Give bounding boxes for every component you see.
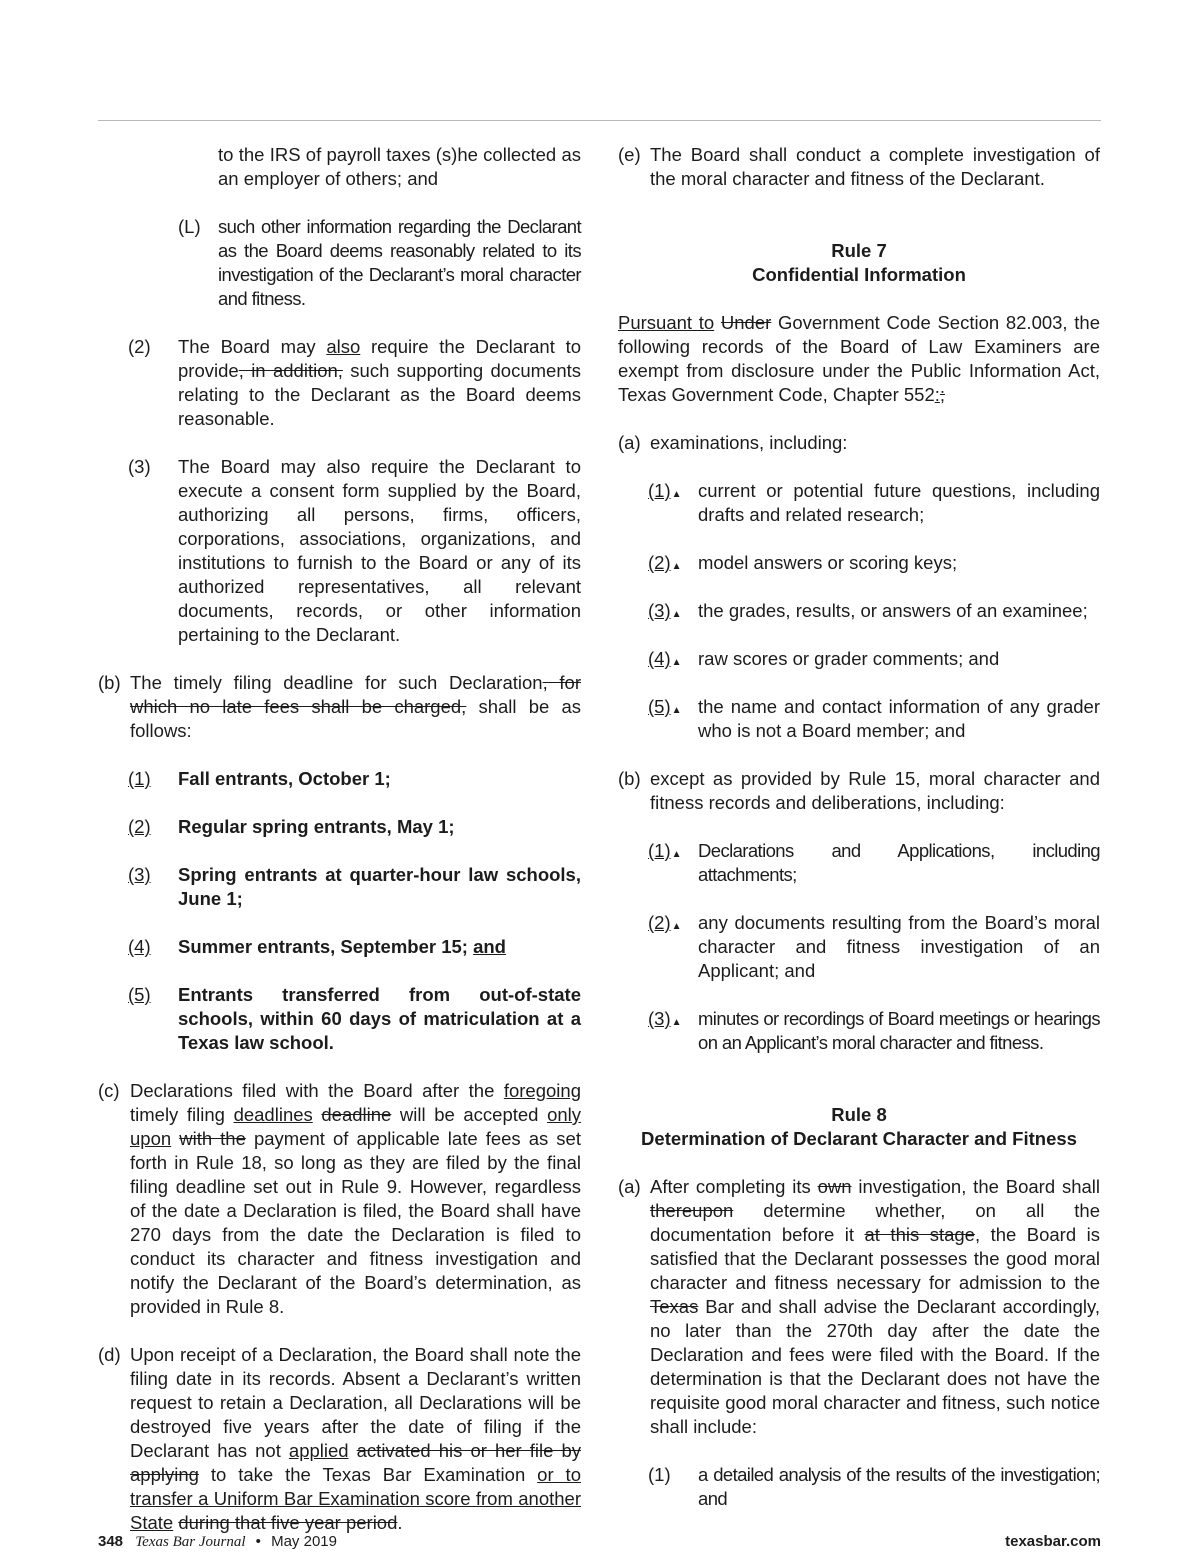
deleted-text: activated his or her file by applying <box>130 1440 581 1485</box>
text-segment: minutes or recordings of Board meetings or hearings on an Applicant’s moral character and fitness. <box>698 1008 1100 1053</box>
deletion-mark-icon: ▲ <box>671 921 682 932</box>
list-item <box>618 911 1100 983</box>
text-segment: determine whether, on all the documentation before it <box>650 1200 1100 1245</box>
footer-site: texasbar.com <box>1005 1533 1101 1550</box>
item-text <box>650 767 1100 815</box>
item-number: (b) <box>98 672 121 693</box>
footer-left <box>98 1533 337 1551</box>
item-text <box>698 1007 1100 1055</box>
text-segment: Upon receipt of a Declaration, the Board shall note the filing date in its records. Absent a Declarant’s written request to retain a Declaration, all Declarations will be destroyed five years after the date of filing if the Declarant has not <box>130 1344 581 1461</box>
list-item <box>98 671 581 743</box>
item-label <box>648 1007 682 1035</box>
item-label <box>648 479 682 507</box>
text-segment: Declarations filed with the Board after the <box>130 1080 504 1101</box>
text-segment: to take the Texas Bar Examination <box>198 1464 538 1485</box>
item-text <box>650 431 1100 455</box>
deleted-text: at this stage <box>864 1224 975 1245</box>
journal-title: Texas Bar Journal <box>135 1534 246 1550</box>
item-text <box>130 1079 581 1319</box>
item-number: (4) <box>648 648 671 669</box>
item-text <box>218 215 581 311</box>
text-segment <box>349 1440 357 1461</box>
item-number: (a) <box>618 1176 641 1197</box>
text-segment: , the Board is satisfied that the Declarant possesses the good moral character and fitness necessary for admission to the <box>650 1224 1100 1293</box>
item-number: (a) <box>618 432 641 453</box>
item-label <box>648 1463 671 1487</box>
inserted-text: Pursuant to <box>618 312 715 333</box>
text-segment: Spring entrants at quarter-hour law schools, June 1; <box>178 864 581 909</box>
item-text <box>178 455 581 647</box>
list-item <box>98 1079 581 1319</box>
list-item <box>98 863 581 911</box>
item-text <box>178 767 581 791</box>
list-item <box>98 335 581 431</box>
item-number: (b) <box>618 768 641 789</box>
inserted-text: only upon <box>130 1104 582 1149</box>
list-item <box>618 1175 1100 1439</box>
item-text <box>698 911 1100 983</box>
item-text <box>698 479 1100 527</box>
text-segment: Regular spring entrants, May 1; <box>178 816 455 837</box>
text-segment: any documents resulting from the Board’s moral character and fitness investigation of an Applicant; and <box>698 912 1100 981</box>
text-segment: model answers or scoring keys; <box>698 552 958 573</box>
text-segment: Government Code Section 82.003, the following records of the Board of Law Examiners are exempt from disclosure under the Public Information Act, Texas Government Code, Chapter 552 <box>618 312 1101 405</box>
list-item <box>618 1007 1100 1055</box>
list-item <box>618 599 1100 623</box>
text-segment: the grades, results, or answers of an examinee; <box>698 600 1088 621</box>
text-segment: except as provided by Rule 15, moral character and fitness records and deliberations, including: <box>650 768 1100 813</box>
item-number: (2) <box>128 816 151 837</box>
item-text <box>218 143 581 191</box>
text-segment: Declarations and Applications, including attachments; <box>698 840 1100 885</box>
item-number: (3) <box>648 600 671 621</box>
inserted-text: also <box>326 336 361 357</box>
list-item <box>98 983 581 1055</box>
item-label <box>618 431 641 455</box>
list-item <box>98 143 581 191</box>
text-segment: timely filing <box>130 1104 234 1125</box>
text-segment: a detailed analysis of the results of the investigation; and <box>698 1464 1100 1509</box>
deleted-text: with the <box>179 1128 246 1149</box>
right-column <box>618 143 1100 1511</box>
item-text <box>698 599 1100 623</box>
text-segment: the name and contact information of any grader who is not a Board member; and <box>698 696 1100 741</box>
item-label <box>648 599 682 627</box>
list-item <box>618 839 1100 887</box>
rule-number: Rule 7 <box>831 240 887 261</box>
item-label <box>128 767 151 791</box>
item-number: (c) <box>98 1080 120 1101</box>
deletion-mark-icon: ▲ <box>671 657 682 668</box>
deletion-mark-icon: ▲ <box>671 1017 682 1028</box>
item-label <box>98 1079 120 1103</box>
item-label <box>648 551 682 579</box>
list-item <box>98 455 581 647</box>
item-label <box>618 1175 641 1199</box>
item-number: (4) <box>128 936 151 957</box>
text-segment: Fall entrants, October 1; <box>178 768 391 789</box>
list-item <box>618 479 1100 527</box>
text-segment: Entrants transferred from out-of-state schools, within 60 days of matriculation at a Texas law school. <box>178 984 581 1053</box>
item-text <box>130 671 581 743</box>
list-item <box>618 551 1100 575</box>
rule-number: Rule 8 <box>831 1104 887 1125</box>
item-text <box>130 1343 581 1535</box>
list-item <box>98 1343 581 1535</box>
text-segment: will be accepted <box>391 1104 548 1125</box>
item-text <box>178 935 581 959</box>
text-segment: Bar and shall advise the Declarant accordingly, no later than the 270th day after the date the Declaration and fees were filed with the Board. If the determination is that the Declarant does not have the requisite good moral character and fitness, such notice shall include: <box>650 1296 1100 1437</box>
text-segment: require the Declarant to provide <box>178 336 581 381</box>
item-text <box>650 1175 1100 1439</box>
text-segment <box>171 1128 179 1149</box>
text-segment: to the IRS of payroll taxes (s)he collected as an employer of others; and <box>218 144 581 189</box>
rule-title: Determination of Declarant Character and Fitness <box>641 1128 1077 1149</box>
list-item <box>618 767 1100 815</box>
item-number: (5) <box>128 984 151 1005</box>
item-label <box>128 983 151 1007</box>
deleted-text: during that five year period <box>178 1512 398 1533</box>
item-text <box>650 143 1100 191</box>
text-segment: shall be as follows: <box>130 696 581 741</box>
item-label <box>128 335 151 359</box>
deleted-text: , in addition, <box>238 360 343 381</box>
deletion-mark-icon: ▲ <box>671 489 682 500</box>
item-number: (3) <box>128 864 151 885</box>
item-label <box>618 143 641 167</box>
item-number: (2) <box>128 336 151 357</box>
inserted-text: or to transfer a Uniform Bar Examination score from another State <box>130 1464 581 1533</box>
inserted-text: foregoing <box>503 1080 581 1101</box>
item-text <box>178 983 581 1055</box>
item-label <box>128 935 151 959</box>
text-segment: raw scores or grader comments; and <box>698 648 1000 669</box>
page-number: 348 <box>98 1533 124 1550</box>
item-label <box>128 815 151 839</box>
text-segment: payment of applicable late fees as set forth in Rule 18, so long as they are filed by the final filing deadline set out in Rule 9. However, regardless of the date a Declaration is filed, the Board shall have 270 days from the date the Declaration is filed to conduct its character and fitness investigation and notify the Declarant of the Board’s determination, as provided in Rule 8. <box>130 1128 581 1317</box>
text-segment: The Board may <box>178 336 327 357</box>
item-label <box>178 215 201 239</box>
text-segment: such other information regarding the Declarant as the Board deems reasonably related to its investigation of the Declarant’s moral character and fitness. <box>218 216 581 309</box>
inserted-text: applied <box>288 1440 349 1461</box>
deleted-text: thereupon <box>650 1200 734 1221</box>
deletion-mark-icon: ▲ <box>671 705 682 716</box>
item-text <box>698 647 1100 671</box>
list-item <box>618 647 1100 671</box>
item-number: (L) <box>178 216 201 237</box>
item-label <box>98 1343 121 1367</box>
item-label <box>128 455 151 479</box>
header-rule <box>98 120 1101 121</box>
text-segment <box>714 312 721 333</box>
inserted-text: : <box>934 384 940 405</box>
item-text <box>698 1463 1100 1511</box>
item-label <box>648 839 682 867</box>
text-segment: such supporting documents relating to the Declarant as the Board deems reasonable. <box>178 360 582 429</box>
item-number: (2) <box>648 552 671 573</box>
deleted-text: Texas <box>650 1296 699 1317</box>
text-segment: The Board shall conduct a complete investigation of the moral character and fitness of the Declarant. <box>650 144 1100 189</box>
rule-title: Confidential Information <box>752 264 966 285</box>
list-item <box>618 1463 1100 1511</box>
deleted-text: Under <box>720 312 772 333</box>
deleted-text: deadline <box>321 1104 392 1125</box>
item-label <box>98 671 121 695</box>
rule-heading <box>618 1103 1100 1151</box>
item-text <box>698 695 1100 743</box>
text-segment: After completing its <box>650 1176 818 1197</box>
list-item <box>618 695 1100 743</box>
item-label <box>618 767 641 791</box>
left-column <box>98 143 581 1535</box>
list-item <box>618 431 1100 455</box>
deleted-text: , for which no late fees shall be charged, <box>130 672 581 717</box>
deletion-mark-icon: ▲ <box>671 561 682 572</box>
text-segment: current or potential future questions, including drafts and related research; <box>698 480 1100 525</box>
item-number: (3) <box>128 456 151 477</box>
text-segment: . <box>397 1512 403 1533</box>
deletion-mark-icon: ▲ <box>671 849 682 860</box>
item-text <box>178 815 581 839</box>
list-item <box>618 143 1100 191</box>
rule-heading <box>618 239 1100 287</box>
item-number: (d) <box>98 1344 121 1365</box>
deleted-text: own <box>817 1176 852 1197</box>
item-text <box>698 551 1100 575</box>
item-text <box>698 839 1100 887</box>
item-number: (2) <box>648 912 671 933</box>
item-text <box>178 335 581 431</box>
item-number: (e) <box>618 144 641 165</box>
text-segment: The timely filing deadline for such Declaration <box>130 672 543 693</box>
list-item <box>98 767 581 791</box>
inserted-text: and <box>473 936 506 957</box>
item-number: (1) <box>648 480 671 501</box>
deleted-text: ; <box>939 384 946 405</box>
deletion-mark-icon: ▲ <box>671 609 682 620</box>
text-segment: examinations, including: <box>650 432 848 453</box>
list-item <box>98 215 581 311</box>
item-number: (1) <box>648 840 671 861</box>
item-number: (3) <box>648 1008 671 1029</box>
text-segment: investigation, the Board shall <box>851 1176 1100 1197</box>
footer-bullet: • <box>255 1533 261 1550</box>
list-item <box>98 815 581 839</box>
item-number: (1) <box>648 1464 671 1485</box>
inserted-text: deadlines <box>233 1104 313 1125</box>
item-label <box>648 647 682 675</box>
item-label <box>648 695 682 723</box>
item-label <box>128 863 151 887</box>
item-label <box>648 911 682 939</box>
paragraph <box>618 311 1100 407</box>
item-text <box>178 863 581 911</box>
item-number: (1) <box>128 768 151 789</box>
text-segment: Summer entrants, September 15; <box>178 936 474 957</box>
issue-date: May 2019 <box>271 1533 337 1550</box>
list-item <box>98 935 581 959</box>
item-number: (5) <box>648 696 671 717</box>
text-segment: The Board may also require the Declarant to execute a consent form supplied by the Board, authorizing all persons, firms, officers, corporations, associations, organizations, and institutions to furnish to the Board or any of its authorized representatives, all relevant documents, records, or other information pertaining to the Declarant. <box>178 456 581 645</box>
